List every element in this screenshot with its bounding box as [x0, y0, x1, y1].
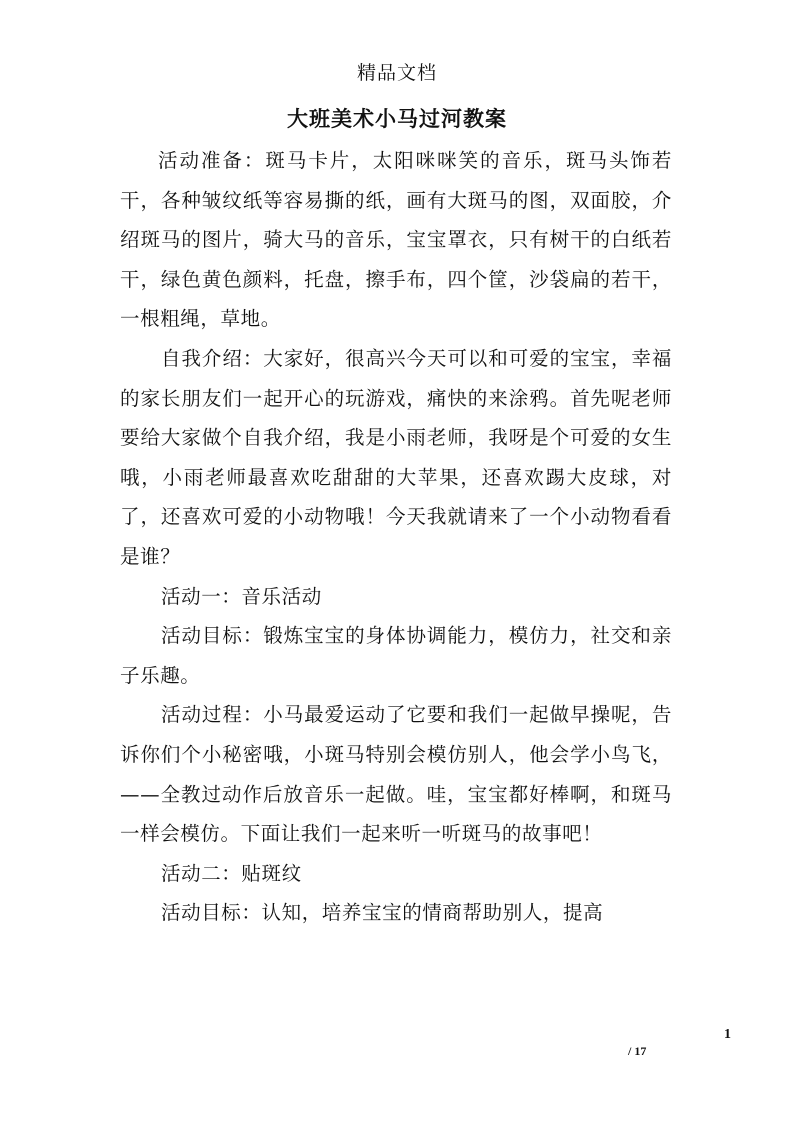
- paragraph-activity-one-heading: 活动一：音乐活动: [161, 584, 322, 608]
- page-number: 1: [724, 1027, 731, 1042]
- page-total: / 17: [628, 1044, 647, 1058]
- paragraph-activity-preparation: 活动准备：斑马卡片，太阳咪咪笑的音乐，斑马头饰若干，各种皱纹纸等容易撕的纸，画有大斑马的图，双面胶，介绍斑马的图片，骑大马的音乐，宝宝罩衣，只有树干的白纸若干，绿色黄色颜料，托盘，擦手布，四个筐，沙袋扁的若干，一根粗绳，草地。: [120, 149, 672, 331]
- paragraph-activity-one-goal: 活动目标：锻炼宝宝的身体协调能力，模仿力，社交和亲子乐趣。: [120, 624, 672, 687]
- document-body: [120, 141, 672, 933]
- paragraph-activity-two-heading: 活动二：贴斑纹: [161, 861, 302, 885]
- document-header: 精品文档: [356, 62, 437, 84]
- paragraph-self-introduction: 自我介绍：大家好，很高兴今天可以和可爱的宝宝，幸福的家长朋友们一起开心的玩游戏，痛快的来涂鸦。首先呢老师要给大家做个自我介绍，我是小雨老师，我呀是个可爱的女生哦，小雨老师最喜欢吃甜甜的大苹果，还喜欢踢大皮球，对了，还喜欢可爱的小动物哦！今天我就请来了一个小动物看看是谁？: [120, 346, 672, 568]
- paragraph-activity-one-process: 活动过程：小马最爱运动了它要和我们一起做早操呢，告诉你们个小秘密哦，小斑马特别会模仿别人，他会学小鸟飞，——全教过动作后放音乐一起做。哇，宝宝都好棒啊，和斑马一样会模仿。下面让我们一起来听一听斑马的故事吧！: [120, 703, 672, 846]
- document-title: 大班美术小马过河教案: [287, 106, 507, 131]
- paragraph-activity-two-goal: 活动目标：认知，培养宝宝的情商帮助别人，提高: [161, 901, 604, 925]
